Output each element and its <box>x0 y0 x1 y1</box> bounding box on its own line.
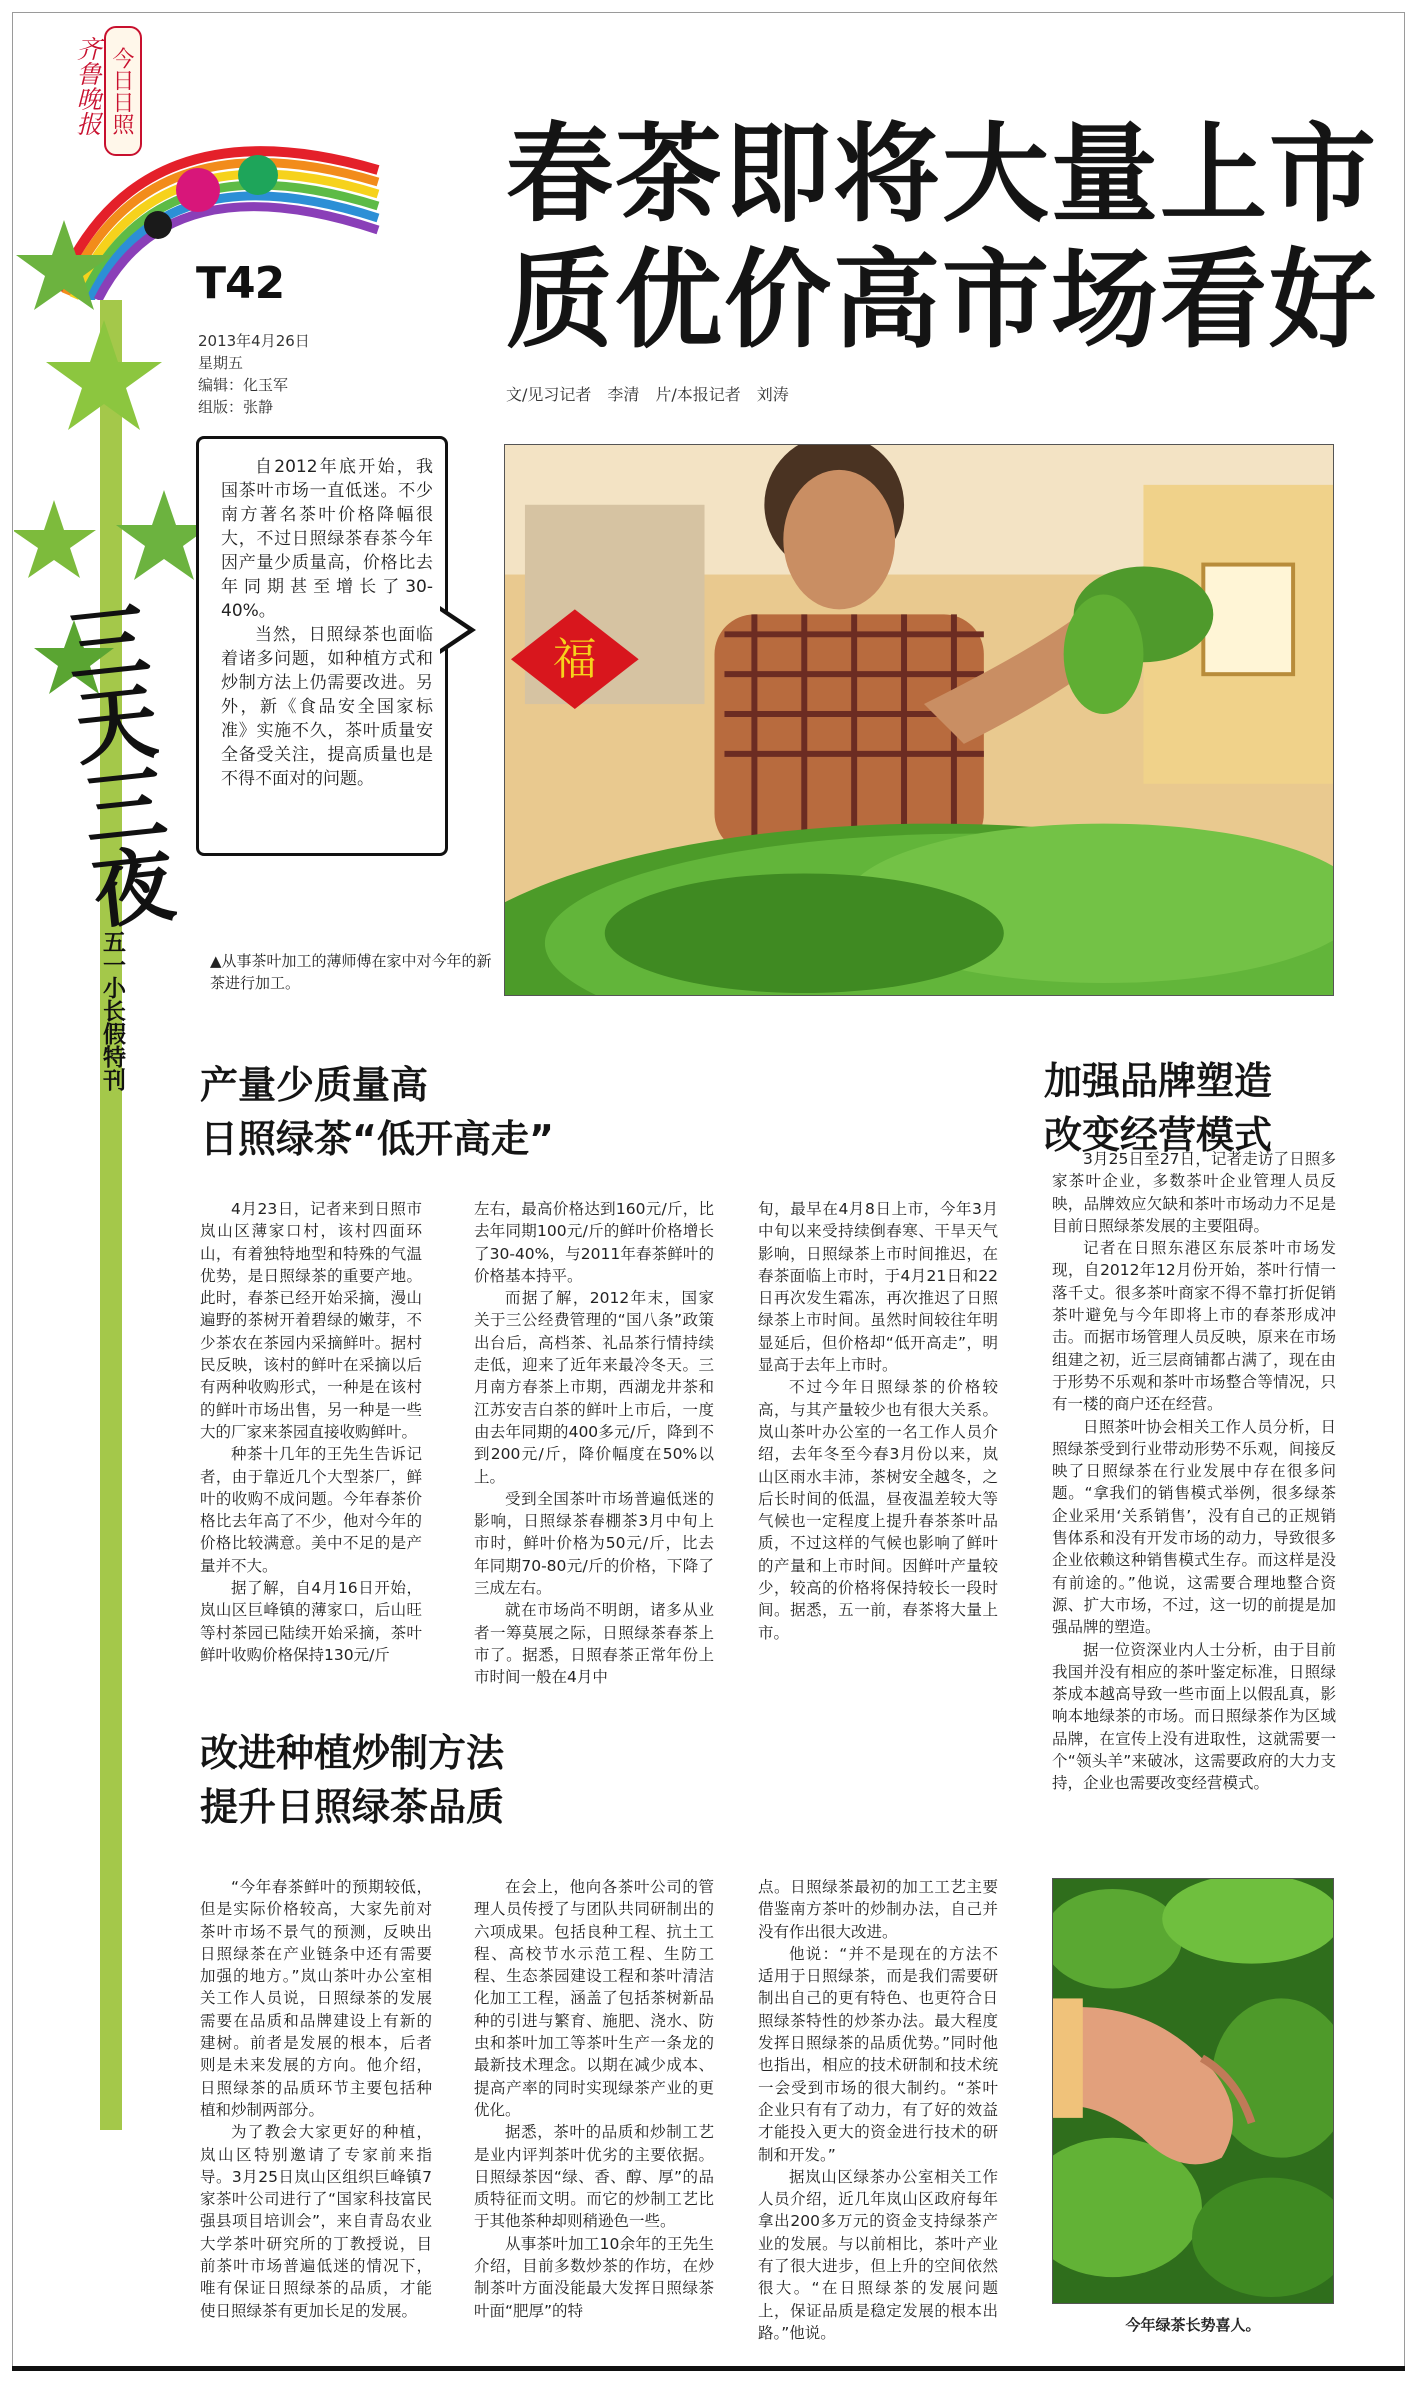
article-paragraph: 据岚山区绿茶办公室相关工作人员介绍，近几年岚山区政府每年拿出200多万元的资金支持绿茶产业的发展。与以前相比，茶叶产业有了很大进步，但上升的空间依然很大。“在日照绿茶的发展问题上，保证品质是稳定发展的根本出路。”他说。 <box>758 2167 998 2342</box>
article-paragraph: 而据了解，2012年末，国家关于三公经费管理的“国八条”政策出台后，高档茶、礼品茶行情持续走低，迎来了近年来最冷冬天。三月南方春茶上市期，西湖龙井茶和江苏安吉白茶的鲜叶上市后，一度由去年同期的400多元/斤，降到不到200元/斤，降价幅度在50%以上。 <box>474 1289 714 1486</box>
byline: 文/见习记者 李清 片/本报记者 刘涛 <box>506 385 789 404</box>
article-paragraph: 为了教会大家更好的种植，岚山区特别邀请了专家前来指导。3月25日岚山区组织巨峰镇7家茶叶公司进行了“国家科技富民强县项目培训会”，来自青岛农业大学茶叶研究所的丁教授说，目前茶叶市场普遍低迷的情况下，唯有保证日照绿茶的品质，才能使日照绿茶有更加长足的发展。 <box>200 2123 432 2320</box>
headline <box>506 112 1396 364</box>
article-paragraph: 种茶十几年的王先生告诉记者，由于靠近几个大型茶厂，鲜叶的收购不成问题。今年春茶价格比去年高了不少，他对今年的价格比较满意。美中不足的是产量并不大。 <box>200 1445 422 1575</box>
section-1-column-3 <box>758 1198 998 1644</box>
article-paragraph: 他说：“并不是现在的方法不适用于日照绿茶，而是我们需要研制出自己的更有特色、也更符合日照绿茶特性的炒茶办法。最大程度发挥日照绿茶的品质优势。”同时他也指出，相应的技术研制和技术统一会受到市场的很大制约。“茶叶企业只有有了动力，有了好的效益才能投入更大的资金进行技术的研制和开发。” <box>758 1944 998 2164</box>
section-1-heading-line-2: 日照绿茶“低开高走” <box>200 1117 554 1161</box>
section-1-column-1 <box>200 1198 422 1666</box>
section-2-column <box>1052 1148 1336 1795</box>
section-3-heading-line-2: 提升日照绿茶品质 <box>200 1785 505 1829</box>
article-paragraph: 就在市场尚不明朗，诸多从业者一筹莫展之际，日照绿茶春茶上市了。据悉，日照春茶正常年份上市时间一般在4月中 <box>474 1601 714 1687</box>
article-paragraph: 据一位资深业内人士分析，由于目前我国并没有相应的茶叶鉴定标准，日照绿茶成本越高导致一些市面上以假乱真，影响本地绿茶的市场。而日照绿茶作为区域品牌，在宣传上没有进取性，这就需要一个“领头羊”来破冰，这需要政府的大力支持，企业也需要改变经营模式。 <box>1052 1640 1336 1793</box>
article-paragraph: 在会上，他向各茶叶公司的管理人员传授了与团队共同研制出的六项成果。包括良种工程、抗土工程、高校节水示范工程、生防工程、生态茶园建设工程和茶叶清洁化加工工程，涵盖了包括茶树新品种的引进与繁育、施肥、浇水、防虫和茶叶加工等茶叶生产一条龙的最新技术理念。以期在减少成本、提高产率的同时实现绿茶产业的更优化。 <box>474 1878 714 2119</box>
article-paragraph: 日照茶叶协会相关工作人员分析，日照绿茶受到行业带动形势不乐观，间接反映了日照绿茶在行业发展中存在很多问题。“拿我们的销售模式举例，很多绿茶企业采用‘关系销售’，没有自己的正规销售体系和没有开发市场的动力，导致很多企业依赖这种销售模式生存。而这样是没有前途的。”他说，这需要合理地整合资源、扩大市场，不过，这一切的前提是加强品牌的塑造。 <box>1052 1417 1336 1637</box>
speech-tail-inner <box>440 611 468 649</box>
section-3-column-2 <box>474 1876 714 2322</box>
article-paragraph: 受到全国茶叶市场普遍低迷的影响，日照绿茶春棚茶3月中旬上市时，鲜叶价格为50元/斤，比去年同期70-80元/斤的价格，下降了三成左右。 <box>474 1489 714 1598</box>
article-paragraph: 据悉，茶叶的品质和炒制工艺是业内评判茶叶优劣的主要依据。日照绿茶因“绿、香、醇、厚”的品质特征而文明。而它的炒制工艺比于其他茶种却则稍逊色一些。 <box>474 2123 714 2231</box>
issue-date: 2013年4月26日 <box>198 332 310 350</box>
section-3-column-1 <box>200 1876 432 2322</box>
article-paragraph: 3月25日至27日，记者走访了日照多家茶叶企业，多数茶叶企业管理人员反映，品牌效应欠缺和茶叶市场动力不足是目前日照绿茶发展的主要阻碍。 <box>1052 1150 1336 1235</box>
section-3-heading <box>200 1726 504 1834</box>
article-paragraph: 不过今年日照绿茶的价格较高，与其产量较少也有很大关系。岚山茶叶办公室的一名工作人员介绍，去年冬至今春3月份以来，岚山区雨水丰沛，茶树安全越冬，之后长时间的低温，昼夜温差较大等气候也一定程度上提升春茶茶叶品质，不过这样的气候也影响了鲜叶的产量和上市时间。因鲜叶产量较少，较高的价格将保持较长一段时间。据悉，五一前，春茶将大量上市。 <box>758 1378 998 1642</box>
main-photo-tea-processing <box>504 444 1334 996</box>
intro-box <box>196 436 448 856</box>
column-name: 今日日照 <box>104 26 142 156</box>
special-title: 三天三夜 <box>49 595 179 933</box>
section-1-heading <box>200 1058 554 1166</box>
article-paragraph: 4月23日，记者来到日照市岚山区薄家口村，该村四面环山，有着独特地型和特殊的气温优势，是日照绿茶的重要产地。此时，春茶已经开始采摘，漫山遍野的茶树开着碧绿的嫩芽，不少茶农在茶园内采摘鲜叶。据村民反映，该村的鲜叶在采摘以后有两种收购形式，一种是在该村的鲜叶市场出售，另一种是一些大的厂家来茶园直接收购鲜叶。 <box>200 1200 422 1441</box>
article-paragraph: “今年春茶鲜叶的预期较低，但是实际价格较高，大家先前对茶叶市场不景气的预测，反映出日照绿茶在产业链条中还有需要加强的地方。”岚山茶叶办公室相关工作人员说，日照绿茶的发展需要在品质和品牌建设上有新的建树。前者是发展的根本，后者则是未来发展的方向。他介绍，日照绿茶的品质环节主要包括种植和炒制两部分。 <box>200 1878 432 2119</box>
photo-caption: ▲从事茶叶加工的薄师傅在家中对今年的新茶进行加工。 <box>210 952 492 992</box>
section-3-column-3 <box>758 1876 998 2344</box>
editor-credit: 编辑：化玉军 <box>198 376 289 394</box>
page-number: T42 <box>196 258 285 309</box>
article-paragraph: 从事茶叶加工10余年的王先生介绍，目前多数炒茶的作坊，在炒制茶叶方面没能最大发挥日照绿茶叶面“肥厚”的特 <box>474 2234 714 2320</box>
headline-line-1: 春茶即将大量上市 <box>506 113 1379 237</box>
issue-weekday: 星期五 <box>198 354 244 372</box>
article-paragraph: 左右，最高价格达到160元/斤，比去年同期100元/斤的鲜叶价格增长了30-40%，与2011年春茶鲜叶的价格基本持平。 <box>474 1200 714 1285</box>
layout-credit: 组版：张静 <box>198 398 274 416</box>
side-photo-tea-bushes <box>1052 1878 1334 2304</box>
article-paragraph: 记者在日照东港区东辰茶叶市场发现，自2012年12月份开始，茶叶行情一落千丈。很多茶叶商家不得不靠打折促销茶叶避免与今年即将上市的春茶形成冲击。而据市场管理人员反映，原来在市场组建之初，近三层商铺都占满了，现在由于形势不乐观和茶叶市场整合等情况，只有一楼的商户还在经营。 <box>1052 1239 1336 1414</box>
headline-line-2: 质优价高市场看好 <box>506 239 1379 363</box>
section-1-heading-line-1: 产量少质量高 <box>200 1063 429 1107</box>
intro-paragraph: 当然，日照绿茶也面临着诸多问题，如种植方式和炒制方法上仍需要改进。另外，新《食品安全国家标准》实施不久，茶叶质量安全备受关注，提高质量也是不得不面对的问题。 <box>221 625 433 789</box>
article-paragraph: 旬，最早在4月8日上市，今年3月中旬以来受持续倒春寒、干旱天气影响，日照绿茶上市时间推迟，在春茶面临上市时，于4月21日和22日再次发生霜冻，再次推迟了日照绿茶上市时间。虽然时间较往年明显延后，但价格却“低开高走”，明显高于去年上市时。 <box>758 1200 998 1375</box>
bottom-rule <box>12 2366 1405 2371</box>
special-subtitle: 五一小长假特刊 <box>99 930 125 1091</box>
fu-sign-text: 福 <box>552 634 597 686</box>
article-paragraph: 据了解，自4月16日开始，岚山区巨峰镇的薄家口，后山旺等村茶园已陆续开始采摘，茶叶鲜叶收购价格保持130元/斤 <box>200 1579 422 1664</box>
side-photo-caption: 今年绿茶长势喜人。 <box>1125 2316 1261 2334</box>
paper-name: 齐鲁晚报 <box>73 36 102 136</box>
section-3-heading-line-1: 改进种植炒制方法 <box>200 1731 505 1775</box>
intro-paragraph: 自2012年底开始，我国茶叶市场一直低迷。不少南方著名茶叶价格降幅很大，不过日照绿茶春茶今年因产量少质量高，价格比去年同期甚至增长了30-40%。 <box>221 457 433 621</box>
section-2-heading <box>1044 1054 1272 1162</box>
article-paragraph: 点。日照绿茶最初的加工工艺主要借鉴南方茶叶的炒制办法，自己并没有作出很大改进。 <box>758 1878 998 1941</box>
section-2-heading-line-1: 加强品牌塑造 <box>1044 1059 1273 1103</box>
section-2-heading-line-2: 改变经营模式 <box>1044 1113 1273 1157</box>
section-1-column-2 <box>474 1198 714 1689</box>
